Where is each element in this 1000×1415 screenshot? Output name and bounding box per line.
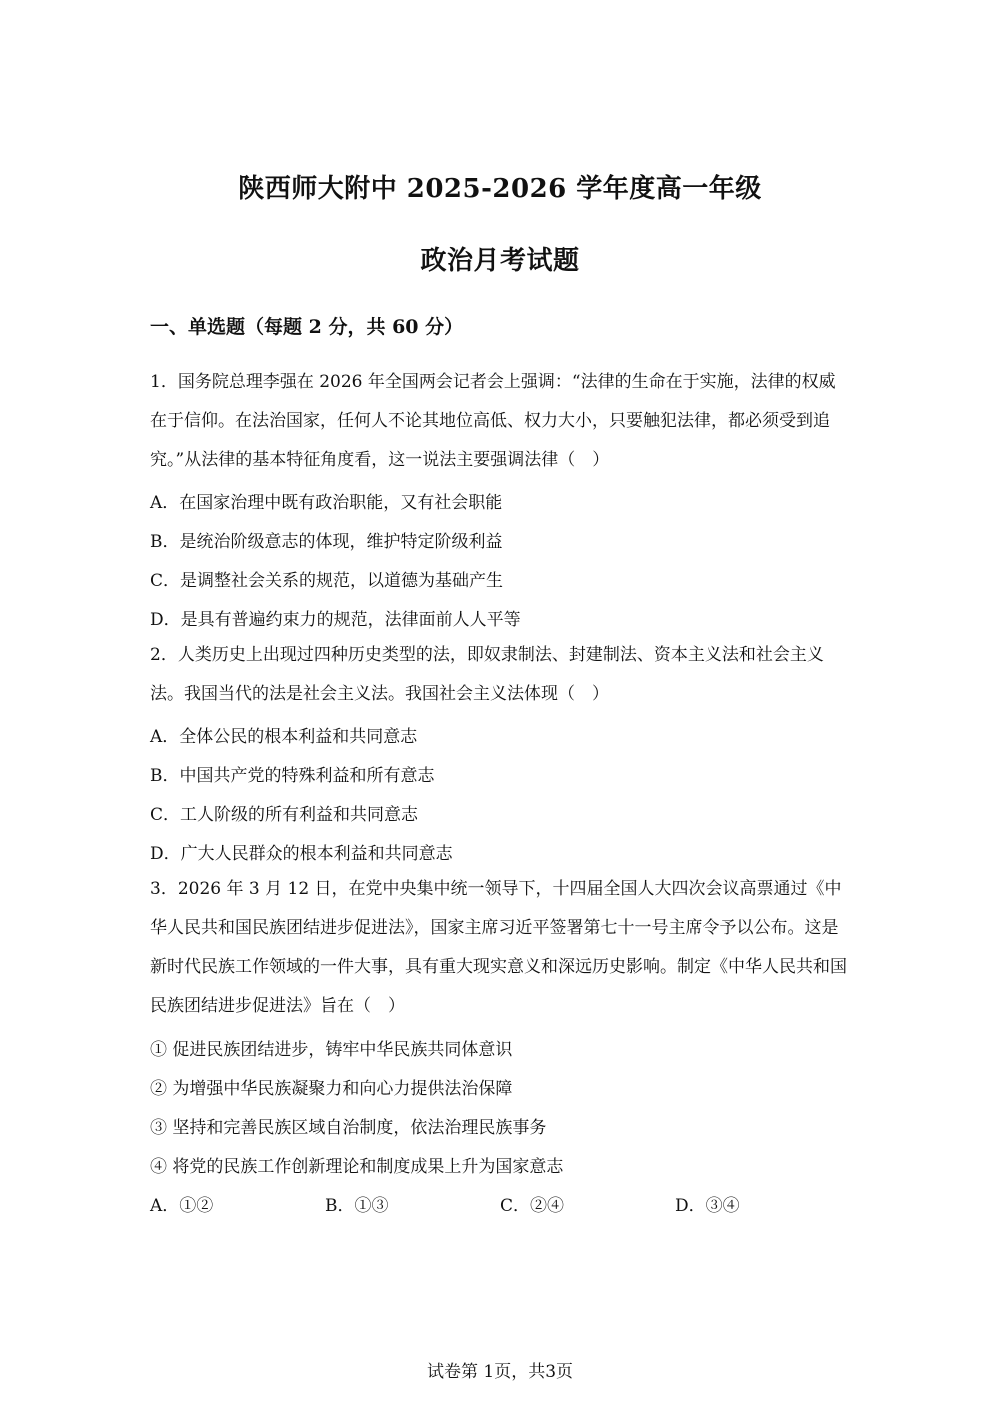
question-1-stem: 1．国务院总理李强在 2026 年全国两会记者会上强调：“法律的生命在于实施，法律的权威在于信仰。在法治国家，任何人不论其地位高低、权力大小，只要触犯法律，都必须受到追究。”从法律的基本特征角度看，这一说法主要强调法律（ ） [150, 372, 836, 470]
exam-subtitle: 政治月考试题 [420, 246, 580, 276]
question-2-option-c: C．工人阶级的所有利益和共同意志 [150, 805, 419, 825]
page-footer: 试卷第 1页，共3页 [426, 1362, 574, 1382]
question-1-option-b: B．是统治阶级意志的体现，维护特定阶级利益 [150, 532, 503, 552]
question-2-option-b: B．中国共产党的特殊利益和所有意志 [150, 766, 435, 786]
question-2-stem: 2．人类历史上出现过四种历史类型的法，即奴隶制法、封建制法、资本主义法和社会主义法。我国当代的法是社会主义法。我国社会主义法体现（ ） [150, 645, 824, 704]
section-heading: 一、单选题（每题 2 分，共 60 分） [150, 316, 464, 338]
question-3-statement-1: ① 促进民族团结进步，铸牢中华民族共同体意识 [150, 1040, 513, 1060]
question-3-option-c: C．②④ [500, 1196, 565, 1216]
question-1-option-c: C．是调整社会关系的规范，以道德为基础产生 [150, 571, 504, 591]
question-3-option-d: D．③④ [675, 1196, 740, 1216]
question-3-statement-2: ② 为增强中华民族凝聚力和向心力提供法治保障 [150, 1079, 513, 1099]
question-3-option-b: B．①③ [325, 1196, 389, 1216]
question-3-stem: 3．2026 年 3 月 12 日，在党中央集中统一领导下，十四届全国人大四次会议高票通过《中华人民共和国民族团结进步促进法》，国家主席习近平签署第七十一号主席令予以公布。这是新时代民族工作领域的一件大事，具有重大现实意义和深远历史影响。制定《中华人民共和国民族团结进步促进法》旨在（ ） [150, 879, 847, 1016]
question-3-statement-3: ③ 坚持和完善民族区域自治制度，依法治理民族事务 [150, 1118, 547, 1138]
question-3-statement-4: ④ 将党的民族工作创新理论和制度成果上升为国家意志 [150, 1157, 564, 1177]
question-1-option-d: D．是具有普遍约束力的规范，法律面前人人平等 [150, 610, 521, 630]
question-1-option-a: A．在国家治理中既有政治职能，又有社会职能 [150, 493, 503, 513]
question-2-option-d: D．广大人民群众的根本利益和共同意志 [150, 844, 453, 864]
exam-title: 陕西师大附中 2025-2026 学年度高一年级 [238, 174, 762, 204]
question-3-option-a: A．①② [150, 1196, 214, 1216]
question-2-option-a: A．全体公民的根本利益和共同意志 [150, 727, 418, 747]
